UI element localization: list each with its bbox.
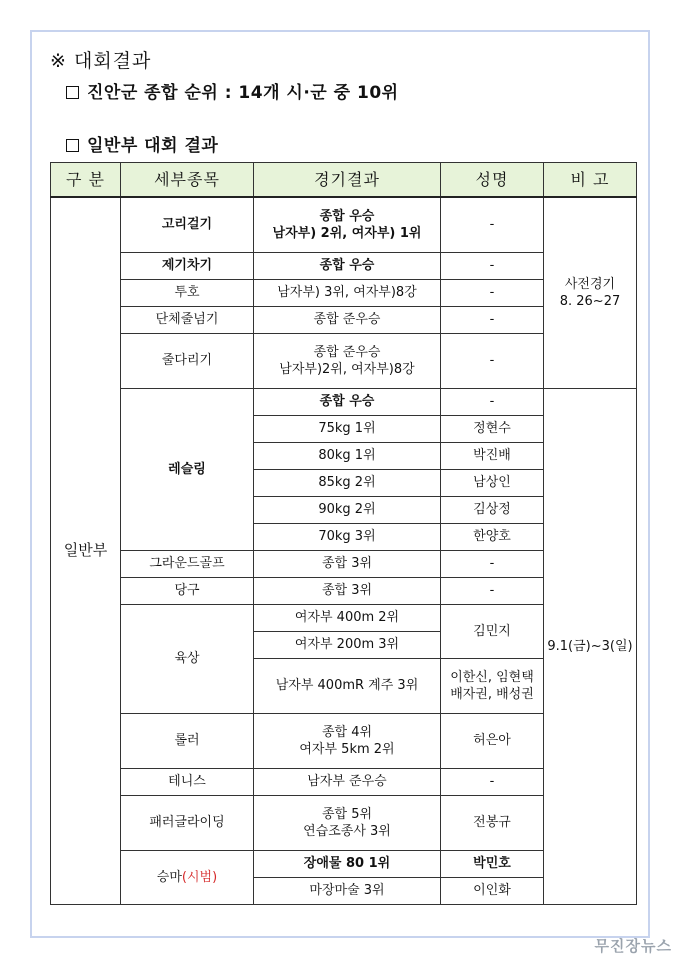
demo-tag: (시범) (181, 869, 218, 885)
result-cell: 종합 5위 연습조종사 3위 (254, 795, 441, 850)
result-cell: 75kg 1위 (254, 415, 441, 442)
result-cell: 종합 준우승 남자부)2위, 여자부)8강 (254, 333, 441, 388)
result-cell: 종합 우승 (254, 252, 441, 279)
checkbox-icon (66, 139, 79, 152)
event-cell: 롤러 (121, 713, 254, 768)
section-title: ※ 대회결과 (50, 50, 152, 72)
result-cell: 종합 3위 (254, 550, 441, 577)
name-cell: 박진배 (441, 442, 544, 469)
category-cell: 일반부 (51, 197, 121, 904)
name-cell: - (441, 197, 544, 252)
note-cell: 사전경기 8. 26~27 (544, 197, 637, 388)
result-cell: 종합 우승 (254, 388, 441, 415)
header-result: 경기결과 (254, 163, 441, 198)
name-cell: 이한신, 임현택 배자권, 배성권 (441, 658, 544, 713)
header-event: 세부종목 (121, 163, 254, 198)
note-cell: 9.1(금)~3(일) (544, 388, 637, 904)
header-category: 구 분 (51, 163, 121, 198)
result-cell: 85kg 2위 (254, 469, 441, 496)
result-cell: 장애물 80 1위 (254, 850, 441, 877)
name-cell: - (441, 333, 544, 388)
checkbox-icon (66, 86, 79, 99)
name-cell: 남상인 (441, 469, 544, 496)
event-label: 승마 (156, 869, 182, 885)
news-watermark: 무진장뉴스 (594, 937, 672, 955)
result-cell: 종합 4위 여자부 5km 2위 (254, 713, 441, 768)
header-name: 성명 (441, 163, 544, 198)
event-cell: 줄다리기 (121, 333, 254, 388)
result-cell: 남자부) 3위, 여자부)8강 (254, 279, 441, 306)
name-cell: 정현수 (441, 415, 544, 442)
table-row (51, 388, 637, 415)
results-table (50, 162, 637, 905)
event-cell: 테니스 (121, 768, 254, 795)
result-cell: 종합 우승 남자부) 2위, 여자부) 1위 (254, 197, 441, 252)
name-cell: - (441, 768, 544, 795)
result-cell: 종합 준우승 (254, 306, 441, 333)
table-row (51, 197, 637, 252)
result-cell: 남자부 준우승 (254, 768, 441, 795)
event-cell (121, 850, 254, 904)
event-cell: 제기차기 (121, 252, 254, 279)
result-cell: 70kg 3위 (254, 523, 441, 550)
name-cell: - (441, 252, 544, 279)
name-cell: - (441, 550, 544, 577)
event-cell: 투호 (121, 279, 254, 306)
name-cell: 박민호 (441, 850, 544, 877)
header-note: 비 고 (544, 163, 637, 198)
result-cell: 여자부 400m 2위 (254, 604, 441, 631)
general-division-title: 일반부 대회 결과 (66, 131, 218, 156)
event-cell: 레슬링 (121, 388, 254, 550)
result-cell: 종합 3위 (254, 577, 441, 604)
result-cell: 90kg 2위 (254, 496, 441, 523)
name-cell: - (441, 388, 544, 415)
event-cell: 단체줄넘기 (121, 306, 254, 333)
name-cell: - (441, 306, 544, 333)
name-cell: 김민지 (441, 604, 544, 658)
name-cell: 한양호 (441, 523, 544, 550)
event-cell: 육상 (121, 604, 254, 713)
event-cell: 당구 (121, 577, 254, 604)
name-cell: - (441, 577, 544, 604)
result-cell: 여자부 200m 3위 (254, 631, 441, 658)
table-header (51, 163, 637, 198)
event-cell: 그라운드골프 (121, 550, 254, 577)
event-cell: 고리걸기 (121, 197, 254, 252)
county-ranking: 진안군 종합 순위 : 14개 시·군 중 10위 (66, 78, 399, 103)
event-cell: 패러글라이딩 (121, 795, 254, 850)
name-cell: - (441, 279, 544, 306)
result-cell: 마장마술 3위 (254, 877, 441, 904)
result-cell: 80kg 1위 (254, 442, 441, 469)
result-cell: 남자부 400mR 계주 3위 (254, 658, 441, 713)
name-cell: 이인화 (441, 877, 544, 904)
name-cell: 김상정 (441, 496, 544, 523)
name-cell: 허은아 (441, 713, 544, 768)
name-cell: 전봉규 (441, 795, 544, 850)
